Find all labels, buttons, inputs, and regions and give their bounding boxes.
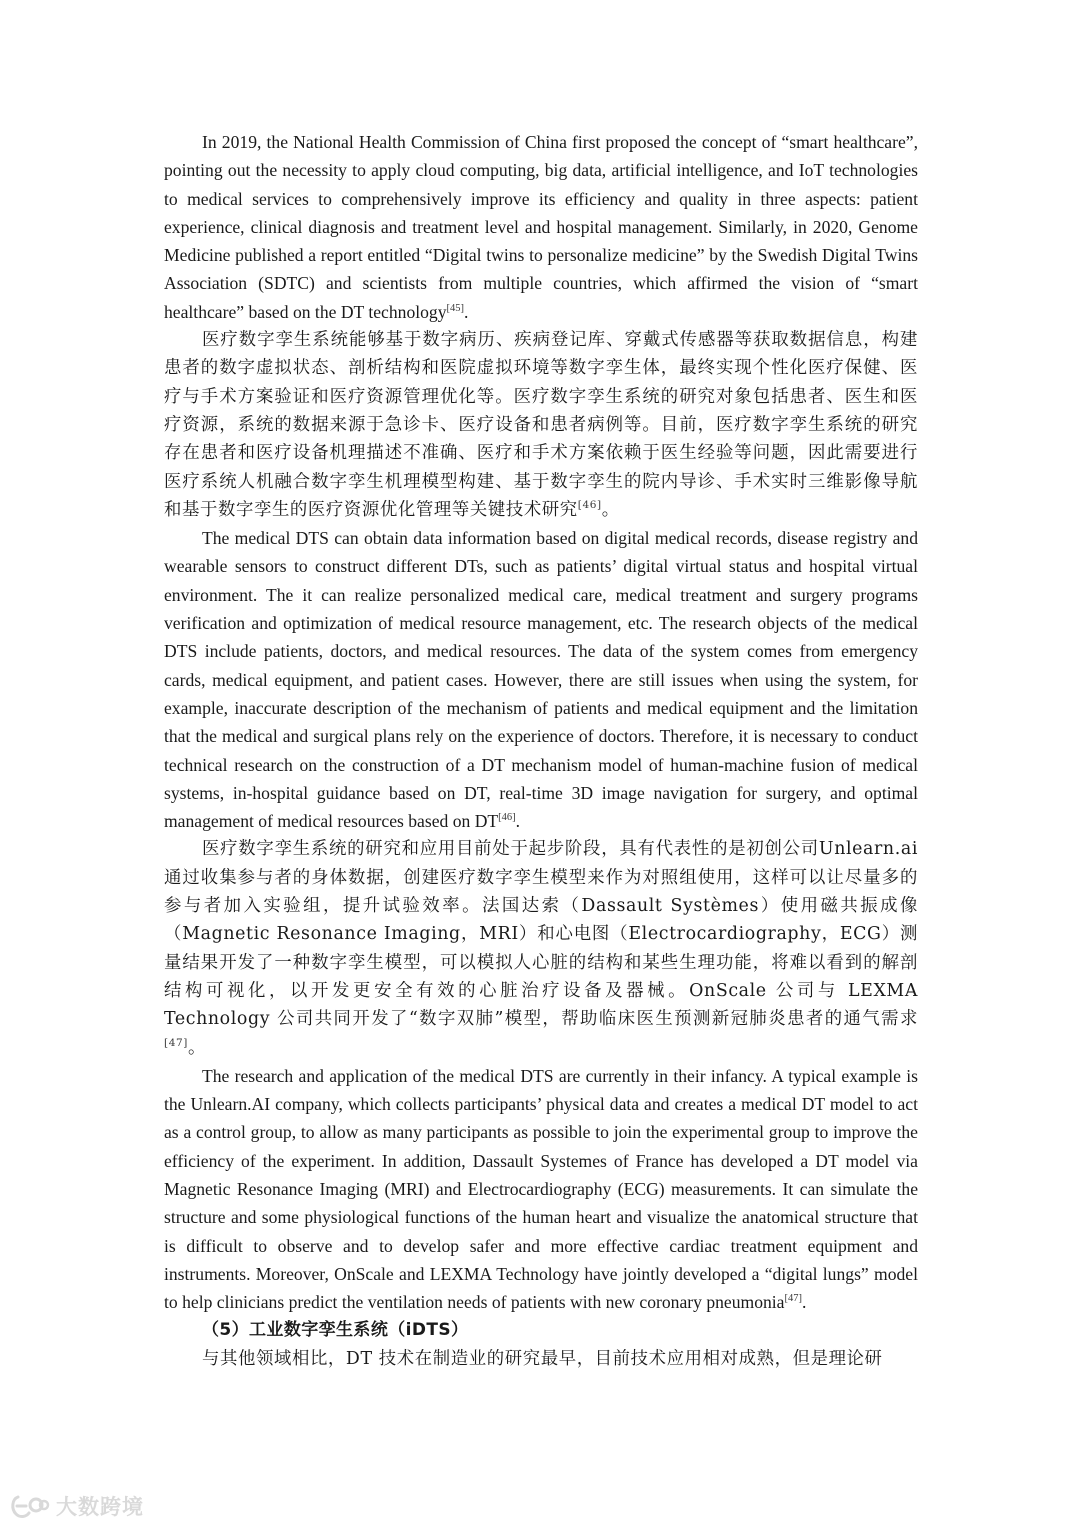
citation-ref[interactable]: [45] — [446, 302, 465, 314]
citation-ref[interactable]: [47] — [784, 1293, 802, 1305]
paragraph-zh-industrial-dts: 与其他领域相比，DT 技术在制造业的研究最早，目前技术应用相对成熟，但是理论研 — [202, 1348, 883, 1369]
citation-ref[interactable]: [46] — [577, 498, 602, 511]
paragraph-en-medical-dts: The medical DTS can obtain data information based on digital medical records, disease registry and wearable sensors to construct different DTs, such as patients’ digital virtual status and hospital virtual environment. The it can realize personalized medical care, medical treatment and surgery programs verification and optimization of medical resource management, etc. The research objects of the medical DTS include patients, doctors, and medical resources. The data of the system comes from emergency cards, medical equipment, and patient cases. However, there are still issues when using the system, for example, inaccurate description of the mechanism of patients and medical equipment and the limitation that the medical and surgical plans rely on the experience of doctors. Therefore, it is necessary to conduct technical research on the construction of a DT mechanism model of human-machine fusion of medical systems, in-hospital guidance based on DT, real-time 3D image navigation for surgery, and optimal management of medical resources based on DT[46]. — [164, 528, 918, 832]
citation-ref[interactable]: [46] — [498, 812, 516, 824]
section-heading: （5）工业数字孪生系统（iDTS） — [202, 1320, 469, 1341]
ec-logo-icon — [10, 1493, 50, 1519]
watermark-text: 大数跨境 — [56, 1495, 144, 1519]
paragraph-en-research-application: The research and application of the medical DTS are currently in their infancy. A typical example is the Unlearn.AI company, which collects participants’ physical data and creates a medical DT model to act as a control group, to allow as many participants as possible to join the experimental group to improve the efficiency of the experiment. In addition, Dassault Systemes of France has developed a DT model via Magnetic Resonance Imaging (MRI) and Electrocardiography (ECG) measurements. It can simulate the structure and some physiological functions of the human heart and visualize the anatomical structure that is difficult to observe and to develop safer and more effective cardiac treatment equipment and instruments. Moreover, OnScale and LEXMA Technology have jointly developed a “digital lungs” model to help clinicians predict the ventilation needs of patients with new coronary pneumonia[47]. — [164, 1065, 918, 1313]
paragraph-zh-research-application: 医疗数字孪生系统的研究和应用目前处于起步阶段，具有代表性的是初创公司Unlearn.ai 通过收集参与者的身体数据，创建医疗数字孪生模型来作为对照组使用，这样可以让尽量多的参与者加入实验组，提升试验效率。法国达索（Dassault Systèmes）使用磁共振成像（Magnetic Resonance Imaging，MRI）和心电图（Electrocardiography，ECG）测量结果开发了一种数字孪生模型，可以模拟人心脏的结构和某些生理功能，将难以看到的解剖结构可视化，以开发更安全有效的心脏治疗设备及器械。OnScale 公司与 LEXMA Technology 公司共同开发了“数字双肺”模型，帮助临床医生预测新冠肺炎患者的通气需求[47]。 — [164, 839, 918, 1058]
paragraph-en-smart-healthcare: In 2019, the National Health Commission of China first proposed the concept of “smart healthcare”, pointing out the necessity to apply cloud computing, big data, artificial intelligence, and IoT technologies to medical services to comprehensively improve its efficiency and quality in three aspects: patient experience, clinical diagnosis and treatment level and hospital management. Similarly, in 2020, Genome Medicine published a report entitled “Digital twins to personalize medicine” by the Swedish Digital Twins Association (SDTC) and scientists from multiple countries, which affirmed the vision of “smart healthcare” based on the DT technology[45]. — [164, 132, 918, 322]
paragraph-zh-medical-dts: 医疗数字孪生系统能够基于数字病历、疾病登记库、穿戴式传感器等获取数据信息，构建患者的数字虚拟状态、剖析结构和医院虚拟环境等数字孪生体，最终实现个性化医疗保健、医疗与手术方案验证和医疗资源管理优化等。医疗数字孪生系统的研究对象包括患者、医生和医疗资源，系统的数据来源于急诊卡、医疗设备和患者病例等。目前，医疗数字孪生系统的研究存在患者和医疗设备机理描述不准确、医疗和手术方案依赖于医生经验等问题，因此需要进行医疗系统人机融合数字孪生机理模型构建、基于数字孪生的院内导诊、手术实时三维影像导航和基于数字孪生的医疗资源优化管理等关键技术研究[46]。 — [164, 330, 918, 520]
watermark — [10, 1490, 144, 1522]
document-page — [164, 128, 918, 1373]
citation-ref[interactable]: [47] — [164, 1036, 188, 1049]
